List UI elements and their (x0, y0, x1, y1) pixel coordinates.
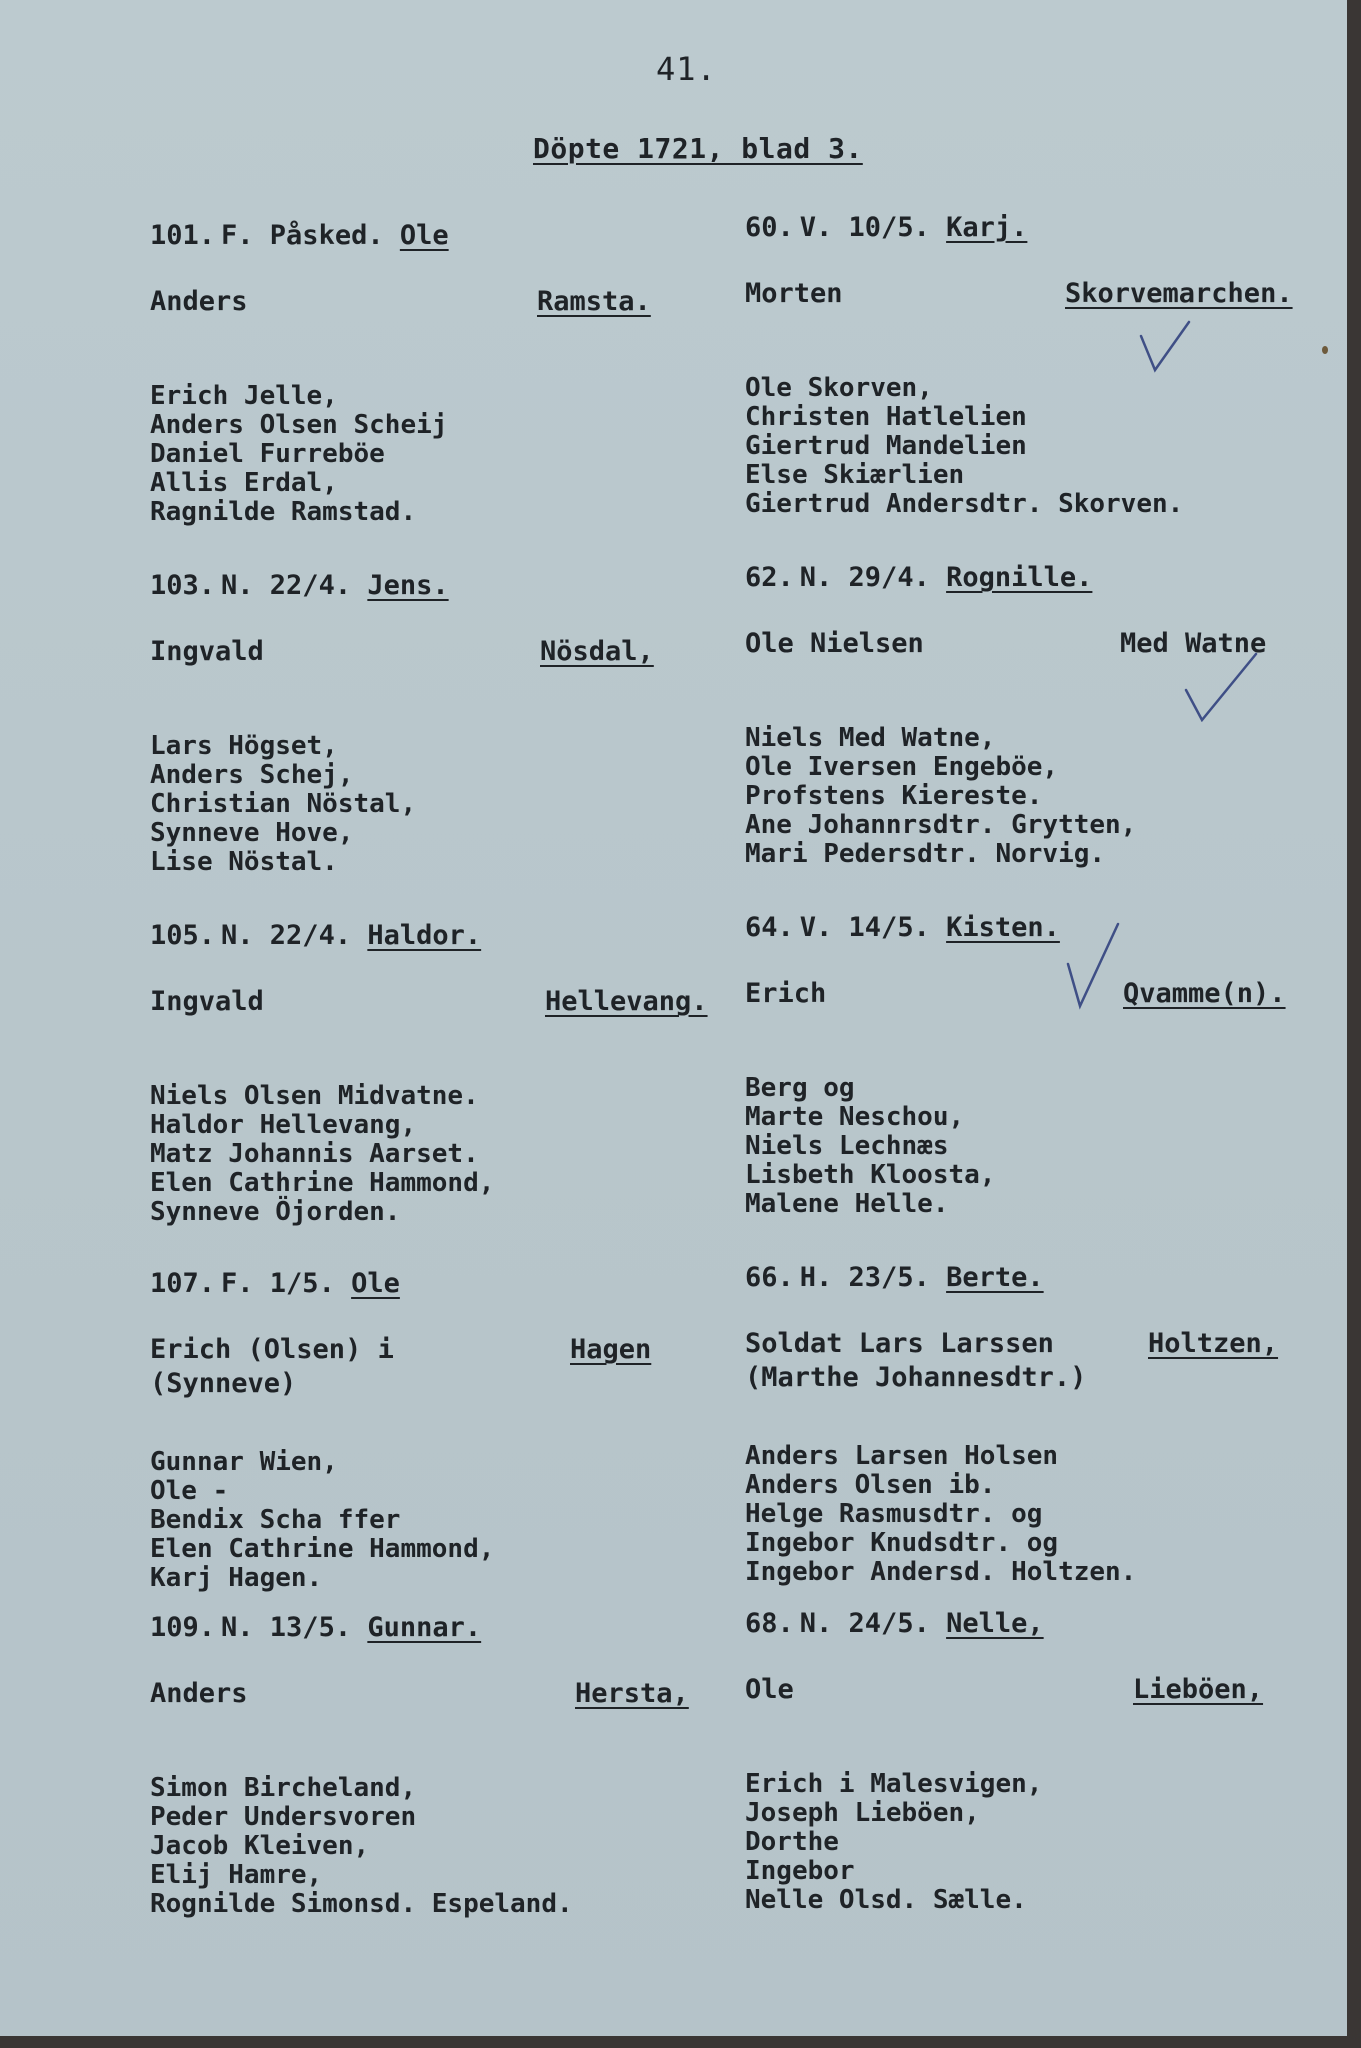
child-name: Rognille. (946, 562, 1093, 593)
sponsor-list (745, 724, 1305, 869)
child-name: Kisten. (946, 912, 1060, 943)
entry-date: F. Påsked. (221, 220, 384, 251)
farm-name: Qvamme(n). (1123, 978, 1286, 1009)
farm-name: Hagen (570, 1334, 652, 1365)
sponsor: Anders Larsen Holsen (745, 1441, 1059, 1471)
father-row (150, 286, 680, 322)
father-name: Erich (745, 978, 827, 1009)
entry-header (745, 562, 1305, 602)
sponsor: Berg og (745, 1073, 855, 1103)
father-row (745, 1328, 1305, 1364)
entry-number: 107. (150, 1268, 216, 1299)
sponsor-list (745, 1442, 1305, 1587)
father-row (150, 1678, 689, 1714)
sponsor: Nelle Olsd. Sælle. (745, 1885, 1027, 1915)
page-number: 41. (656, 50, 717, 88)
father-row (745, 1674, 1305, 1710)
father-name: Soldat Lars Larssen (745, 1328, 1054, 1359)
sponsor: Else Skiærlien (745, 460, 965, 490)
baptism-entry (150, 1612, 689, 1919)
entry-header (745, 212, 1305, 252)
entry-header (150, 570, 680, 610)
sponsor-list (745, 1074, 1305, 1219)
sponsor: Lise Nöstal. (150, 847, 338, 877)
sponsor: Anders Schej, (150, 760, 354, 790)
entry-number: 60. (745, 212, 794, 243)
sponsor: Rognilde Simonsd. Espeland. (150, 1889, 573, 1919)
checkmark-icon (1135, 318, 1195, 378)
baptism-entry (745, 912, 1305, 1219)
sponsor: Christian Nöstal, (150, 789, 417, 819)
child-name: Haldor. (367, 920, 482, 951)
sponsor: Anders Olsen ib. (745, 1470, 996, 1500)
child-name: Jens. (367, 570, 449, 601)
sponsor: Lars Högset, (150, 731, 338, 761)
father-row (745, 278, 1305, 314)
entry-date: N. 13/5. (221, 1612, 352, 1643)
child-name: Berte. (946, 1262, 1044, 1293)
farm-name: Skorvemarchen. (1065, 278, 1293, 309)
entry-date: V. 10/5. (799, 212, 930, 243)
farm-name: Ramsta. (537, 286, 651, 317)
sponsor: Erich i Malesvigen, (745, 1769, 1043, 1799)
entry-number: 105. (150, 920, 216, 951)
farm-name: Med Watne (1120, 628, 1267, 659)
sponsor-list (150, 1082, 680, 1227)
mother-name: (Synneve) (150, 1368, 297, 1399)
sponsor: Synneve Öjorden. (150, 1197, 401, 1227)
checkmark-icon (1180, 650, 1260, 722)
child-name: Nelle, (946, 1608, 1044, 1639)
father-name: Anders (150, 1678, 248, 1709)
entry-header (745, 912, 1305, 952)
checkmark-icon (1062, 920, 1122, 1010)
ink-spot (1322, 346, 1328, 354)
child-name: Ole (399, 220, 449, 251)
entry-header (150, 220, 680, 260)
entry-number: 101. (150, 220, 216, 251)
sponsor: Ole - (150, 1476, 229, 1506)
sponsor: Ingebor Andersd. Holtzen. (745, 1557, 1137, 1587)
sponsor: Synneve Hove, (150, 818, 354, 848)
sponsor: Ane Johannrsdtr. Grytten, (745, 810, 1137, 840)
father-row (745, 978, 1305, 1014)
sponsor: Ingebor Knudsdtr. og (745, 1528, 1059, 1558)
sponsor: Malene Helle. (745, 1189, 949, 1219)
father-name: Erich (Olsen) i (150, 1334, 394, 1365)
sponsor: Helge Rasmusdtr. og (745, 1499, 1043, 1529)
sponsor: Daniel Furreböe (150, 439, 385, 469)
baptism-entry (745, 1262, 1305, 1587)
sponsor: Matz Johannis Aarset. (150, 1139, 479, 1169)
entry-number: 68. (745, 1608, 794, 1639)
sponsor-list (745, 374, 1305, 519)
sponsor: Elen Cathrine Hammond, (150, 1168, 495, 1198)
entry-date: V. 14/5. (799, 912, 930, 943)
sponsor: Jacob Kleiven, (150, 1831, 370, 1861)
entry-number: 66. (745, 1262, 794, 1293)
baptism-entry (150, 1268, 680, 1593)
entry-header (150, 920, 680, 960)
sponsor: Ragnilde Ramstad. (150, 497, 417, 527)
child-name: Ole (351, 1268, 400, 1299)
sponsor: Simon Bircheland, (150, 1773, 417, 1803)
sponsor: Ingebor (745, 1856, 855, 1886)
entry-header (745, 1262, 1305, 1302)
baptism-entry (150, 220, 680, 527)
sponsor: Elen Cathrine Hammond, (150, 1534, 495, 1564)
sponsor: Karj Hagen. (150, 1563, 323, 1593)
sponsor: Giertrud Andersdtr. Skorven. (745, 489, 1184, 519)
sponsor: Mari Pedersdtr. Norvig. (745, 839, 1106, 869)
farm-name: Nösdal, (540, 636, 654, 667)
sponsor-list (150, 1448, 680, 1593)
sponsor: Christen Hatlelien (745, 402, 1027, 432)
sponsor: Elij Hamre, (150, 1860, 323, 1890)
father-name: Anders (150, 286, 248, 317)
sponsor-list (745, 1770, 1305, 1915)
father-name: Ingvald (150, 986, 264, 1017)
sponsor-list (150, 732, 680, 877)
sponsor: Allis Erdal, (150, 468, 338, 498)
sponsor: Marte Neschou, (745, 1102, 965, 1132)
entry-number: 103. (150, 570, 216, 601)
farm-name: Holtzen, (1148, 1328, 1279, 1359)
father-name: Ingvald (150, 636, 264, 667)
sponsor-list (150, 382, 680, 527)
baptism-entry (745, 1608, 1305, 1915)
father-row (150, 1334, 680, 1370)
father-name: Morten (745, 278, 843, 309)
father-row (150, 986, 708, 1022)
sponsor: Anders Olsen Scheij (150, 410, 448, 440)
entry-header (150, 1612, 680, 1652)
scan-edge (1347, 0, 1361, 2048)
father-name: Ole Nielsen (745, 628, 924, 659)
entry-date: H. 23/5. (799, 1262, 930, 1293)
farm-name: Hellevang. (545, 986, 708, 1017)
baptism-entry (150, 570, 680, 877)
entry-number: 109. (150, 1612, 216, 1643)
farm-name: Hersta, (575, 1678, 689, 1709)
sponsor: Bendix Scha ffer (150, 1505, 401, 1535)
farm-name: Lieböen, (1133, 1674, 1264, 1705)
sponsor: Ole Skorven, (745, 373, 933, 403)
entry-date: F. 1/5. (221, 1268, 335, 1299)
father-name: Ole (745, 1674, 794, 1705)
father-row (150, 636, 680, 672)
page-title: Döpte 1721, blad 3. (533, 132, 863, 165)
sponsor: Lisbeth Kloosta, (745, 1160, 996, 1190)
sponsor: Peder Undersvoren (150, 1802, 417, 1832)
child-name: Karj. (946, 212, 1028, 243)
entry-date: N. 24/5. (799, 1608, 930, 1639)
entry-header (745, 1608, 1305, 1648)
sponsor: Niels Lechnæs (745, 1131, 949, 1161)
sponsor: Niels Med Watne, (745, 723, 996, 753)
mother-name: (Marthe Johannesdtr.) (745, 1362, 1087, 1393)
sponsor: Giertrud Mandelien (745, 431, 1027, 461)
sponsor-list (150, 1774, 680, 1919)
sponsor: Dorthe (745, 1827, 839, 1857)
sponsor: Joseph Lieböen, (745, 1798, 980, 1828)
sponsor: Haldor Hellevang, (150, 1110, 417, 1140)
sponsor: Niels Olsen Midvatne. (150, 1081, 479, 1111)
entry-number: 62. (745, 562, 794, 593)
entry-date: N. 22/4. (221, 570, 352, 601)
sponsor: Erich Jelle, (150, 381, 338, 411)
sponsor: Gunnar Wien, (150, 1447, 338, 1477)
sponsor: Ole Iversen Engeböe, (745, 752, 1059, 782)
entry-date: N. 29/4. (799, 562, 930, 593)
entry-number: 64. (745, 912, 794, 943)
sponsor: Profstens Kiereste. (745, 781, 1043, 811)
child-name: Gunnar. (367, 1612, 482, 1643)
entry-date: N. 22/4. (221, 920, 352, 951)
entry-header (150, 1268, 680, 1308)
scan-edge (0, 2036, 1361, 2048)
baptism-entry (150, 920, 708, 1227)
baptism-entry (745, 212, 1305, 519)
